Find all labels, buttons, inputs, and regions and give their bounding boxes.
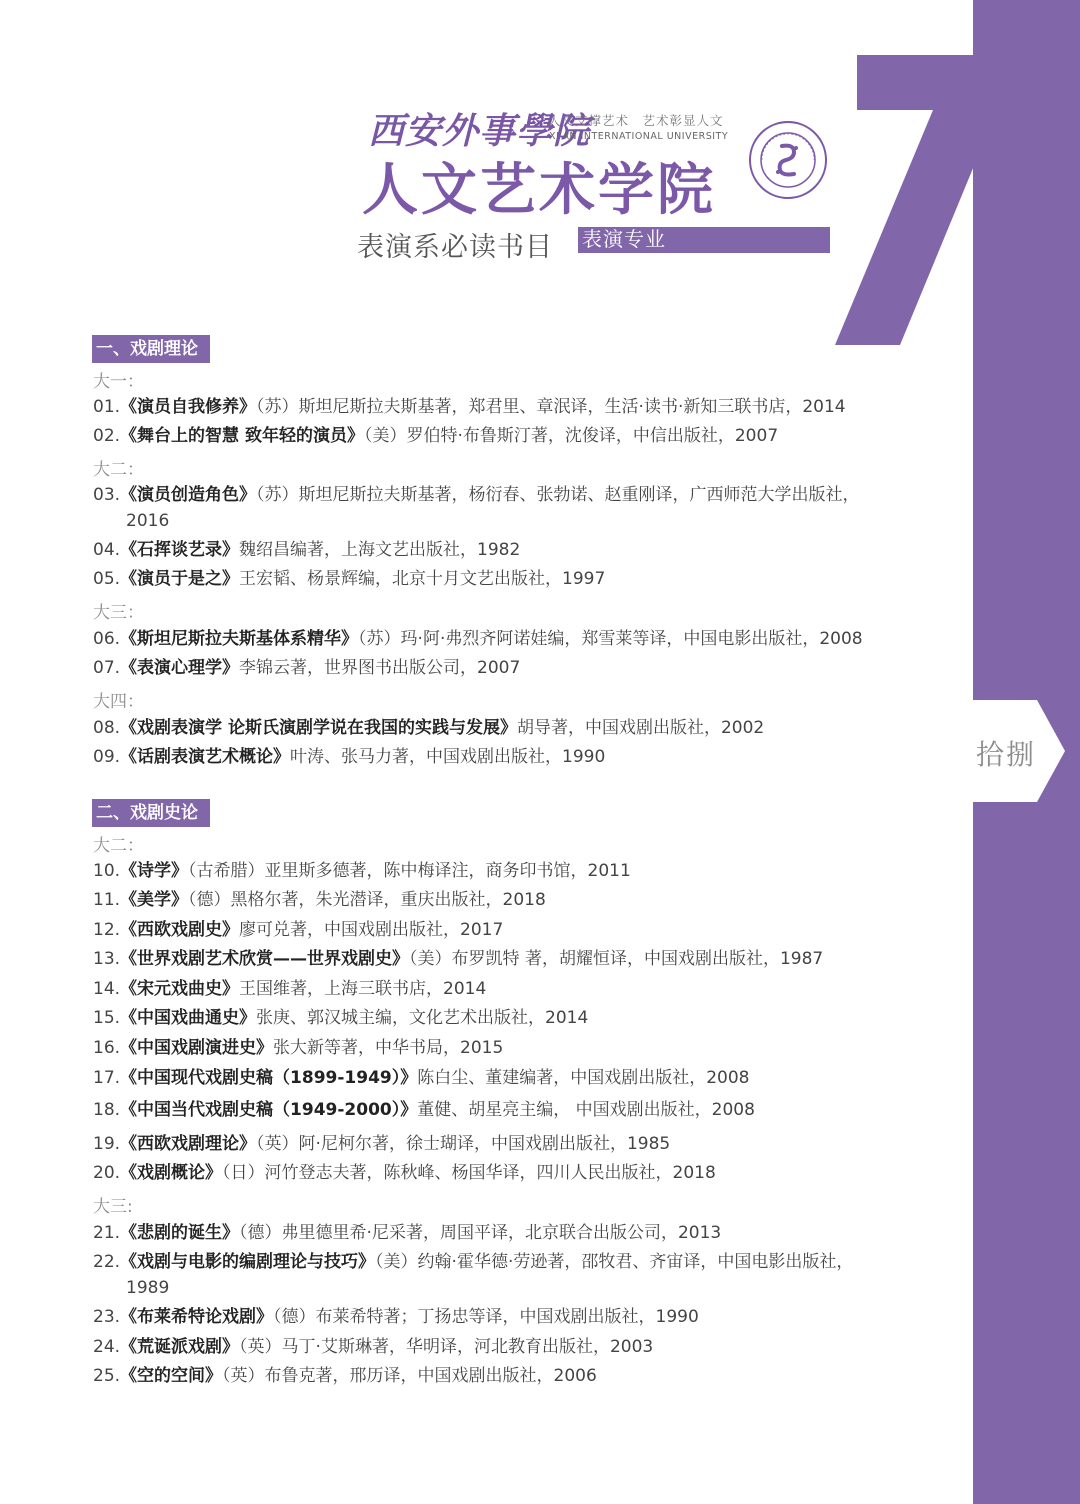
entry-number: 21.	[93, 1223, 121, 1243]
book-detail: （美）罗伯特·布鲁斯汀著，沈俊译，中信出版社，2007	[363, 426, 779, 446]
book-title: 《舞台上的智慧 致年轻的演员》	[120, 426, 364, 446]
section-header-history: 二、戏剧史论	[92, 799, 210, 827]
entry-number: 11.	[93, 890, 121, 910]
book-title: 《中国戏剧演进史》	[120, 1038, 274, 1058]
book-title: 《悲剧的诞生》	[120, 1223, 240, 1243]
book-title: 《布莱希特论戏剧》	[120, 1307, 274, 1327]
school-slogan: 人文支撑艺术 艺术彰显人文	[548, 113, 724, 128]
book-title: 《演员于是之》	[120, 569, 240, 589]
book-title: 《演员创造角色》	[120, 485, 257, 505]
entry-number: 05.	[93, 569, 121, 589]
book-entry	[93, 1220, 913, 1246]
book-entry	[93, 1131, 913, 1157]
book-entry	[93, 744, 913, 770]
book-title: 《空的空间》	[120, 1366, 223, 1386]
book-detail: （德）黑格尔著，朱光潜译，重庆出版社，2018	[188, 890, 546, 910]
entry-number: 02.	[93, 426, 121, 446]
reading-list-subtitle: 表演系必读书目	[357, 232, 553, 263]
book-detail: （古希腊）亚里斯多德著，陈中梅译注，商务印书馆，2011	[188, 861, 631, 881]
book-entry	[93, 1249, 913, 1275]
book-detail: 王国维著，上海三联书店，2014	[239, 979, 487, 999]
book-entry-wrap: 1989	[126, 1278, 170, 1298]
book-detail: （苏）斯坦尼斯拉夫斯基著，郑君里、章泯译，生活·读书·新知三联书店，2014	[256, 397, 846, 417]
year-label: 大二：	[93, 460, 144, 480]
entry-number: 15.	[93, 1008, 121, 1028]
book-entry	[93, 1097, 913, 1123]
book-detail: （苏）玛·阿·弗烈齐阿诺娃编，郑雪莱等译，中国电影出版社，2008	[358, 629, 863, 649]
book-detail: 张庚、郭汉城主编，文化艺术出版社，2014	[256, 1008, 589, 1028]
entry-number: 23.	[93, 1307, 121, 1327]
book-entry	[93, 1005, 913, 1031]
book-entry	[93, 1160, 913, 1186]
entry-number: 10.	[93, 861, 121, 881]
book-title: 《荒诞派戏剧》	[120, 1337, 240, 1357]
book-entry	[93, 423, 913, 449]
year-label: 大三：	[93, 603, 144, 623]
book-title: 《戏剧概论》	[120, 1163, 223, 1183]
page-number-seven	[835, 55, 995, 345]
book-entry	[93, 917, 913, 943]
entry-number: 12.	[93, 920, 121, 940]
book-detail: 魏绍昌编著，上海文艺出版社，1982	[239, 540, 521, 560]
entry-number: 24.	[93, 1337, 121, 1357]
entry-number: 03.	[93, 485, 121, 505]
book-detail: 王宏韬、杨景辉编，北京十月文艺出版社，1997	[239, 569, 606, 589]
entry-number: 16.	[93, 1038, 121, 1058]
entry-number: 25.	[93, 1366, 121, 1386]
book-entry	[93, 1304, 913, 1330]
year-label: 大四：	[93, 692, 144, 712]
book-detail: （美）约翰·霍华德·劳逊著，邵牧君、齐宙译，中国电影出版社，	[375, 1252, 854, 1272]
book-entry-wrap: 2016	[126, 511, 170, 531]
book-title: 《石挥谈艺录》	[120, 540, 240, 560]
entry-number: 04.	[93, 540, 121, 560]
entry-number: 01.	[93, 397, 121, 417]
year-label: 大二：	[93, 836, 144, 856]
book-entry	[93, 1363, 913, 1389]
side-tab-label: 拾捌	[976, 738, 1037, 771]
book-title: 《戏剧表演学 论斯氏演剧学说在我国的实践与发展》	[120, 718, 517, 738]
book-detail: （德）弗里德里希·尼采著，周国平译，北京联合出版公司，2013	[239, 1223, 722, 1243]
major-banner	[578, 227, 830, 253]
book-title: 《表演心理学》	[120, 658, 240, 678]
book-detail: 廖可兑著，中国戏剧出版社，2017	[239, 920, 504, 940]
book-detail: （英）布鲁克著，邢历译，中国戏剧出版社，2006	[222, 1366, 597, 1386]
book-entry	[93, 1065, 913, 1091]
book-detail: 胡导著，中国戏剧出版社，2002	[516, 718, 765, 738]
school-english-name: XI'AN INTERNATIONAL UNIVERSITY	[549, 131, 729, 142]
major-label: 表演专业	[582, 227, 666, 251]
book-entry	[93, 946, 913, 972]
book-entry	[93, 655, 913, 681]
book-entry	[93, 858, 913, 884]
book-detail: 叶涛、张马力著，中国戏剧出版社，1990	[290, 747, 606, 767]
book-title: 《中国当代戏剧史稿（1949-2000）》	[120, 1100, 418, 1120]
entry-number: 22.	[93, 1252, 121, 1272]
book-detail: （美）布罗凯特 著，胡耀恒译，中国戏剧出版社，1987	[409, 949, 824, 969]
book-detail: 张大新等著，中华书局，2015	[273, 1038, 504, 1058]
book-entry	[93, 394, 913, 420]
book-title: 《中国戏曲通史》	[120, 1008, 257, 1028]
entry-number: 14.	[93, 979, 121, 999]
book-detail: 李锦云著，世界图书出版公司，2007	[239, 658, 521, 678]
book-entry	[93, 715, 913, 741]
book-entry	[93, 976, 913, 1002]
book-title: 《斯坦尼斯拉夫斯基体系精华》	[120, 629, 359, 649]
entry-number: 06.	[93, 629, 121, 649]
year-label: 大三:	[93, 1197, 133, 1217]
book-title: 《西欧戏剧史》	[120, 920, 240, 940]
section-header-theory: 一、戏剧理论	[92, 335, 210, 363]
book-title: 《戏剧与电影的编剧理论与技巧》	[120, 1252, 376, 1272]
book-detail: 陈白尘、董建编著，中国戏剧出版社，2008	[417, 1068, 750, 1088]
school-calligraphy-logo: 西安外事學院	[368, 110, 591, 152]
book-entry	[93, 537, 913, 563]
entry-number: 07.	[93, 658, 121, 678]
year-label: 大一：	[93, 372, 144, 392]
entry-number: 17.	[93, 1068, 121, 1088]
entry-number: 08.	[93, 718, 121, 738]
book-title: 《诗学》	[120, 861, 189, 881]
book-entry	[93, 1035, 913, 1061]
book-title: 《话剧表演艺术概论》	[120, 747, 291, 767]
book-detail: （英）阿·尼柯尔著，徐士瑚译，中国戏剧出版社，1985	[256, 1134, 671, 1154]
entry-number: 13.	[93, 949, 121, 969]
university-seal-icon	[748, 120, 828, 200]
book-entry	[93, 566, 913, 592]
entry-number: 09.	[93, 747, 121, 767]
book-title: 《美学》	[120, 890, 189, 910]
entry-number: 20.	[93, 1163, 121, 1183]
book-title: 《中国现代戏剧史稿（1899-1949）》	[120, 1068, 418, 1088]
book-entry	[93, 1334, 913, 1360]
book-detail: （德）布莱希特著；丁扬忠等译，中国戏剧出版社，1990	[273, 1307, 699, 1327]
book-title: 《西欧戏剧理论》	[120, 1134, 257, 1154]
book-title: 《世界戏剧艺术欣赏——世界戏剧史》	[120, 949, 410, 969]
book-detail: （日）河竹登志夫著，陈秋峰、杨国华译，四川人民出版社，2018	[222, 1163, 716, 1183]
book-title: 《演员自我修养》	[120, 397, 257, 417]
book-detail: 董健、胡星亮主编， 中国戏剧出版社，2008	[417, 1100, 755, 1120]
book-detail: （英）马丁·艾斯琳著，华明译，河北教育出版社，2003	[239, 1337, 654, 1357]
book-entry	[93, 887, 913, 913]
book-title: 《宋元戏曲史》	[120, 979, 240, 999]
book-entry	[93, 626, 913, 652]
college-title: 人文艺术学院	[362, 158, 716, 223]
entry-number: 18.	[93, 1100, 121, 1120]
entry-number: 19.	[93, 1134, 121, 1154]
book-detail: （苏）斯坦尼斯拉夫斯基著，杨衍春、张勃诺、赵重刚译，广西师范大学出版社，	[256, 485, 860, 505]
book-entry	[93, 482, 913, 508]
